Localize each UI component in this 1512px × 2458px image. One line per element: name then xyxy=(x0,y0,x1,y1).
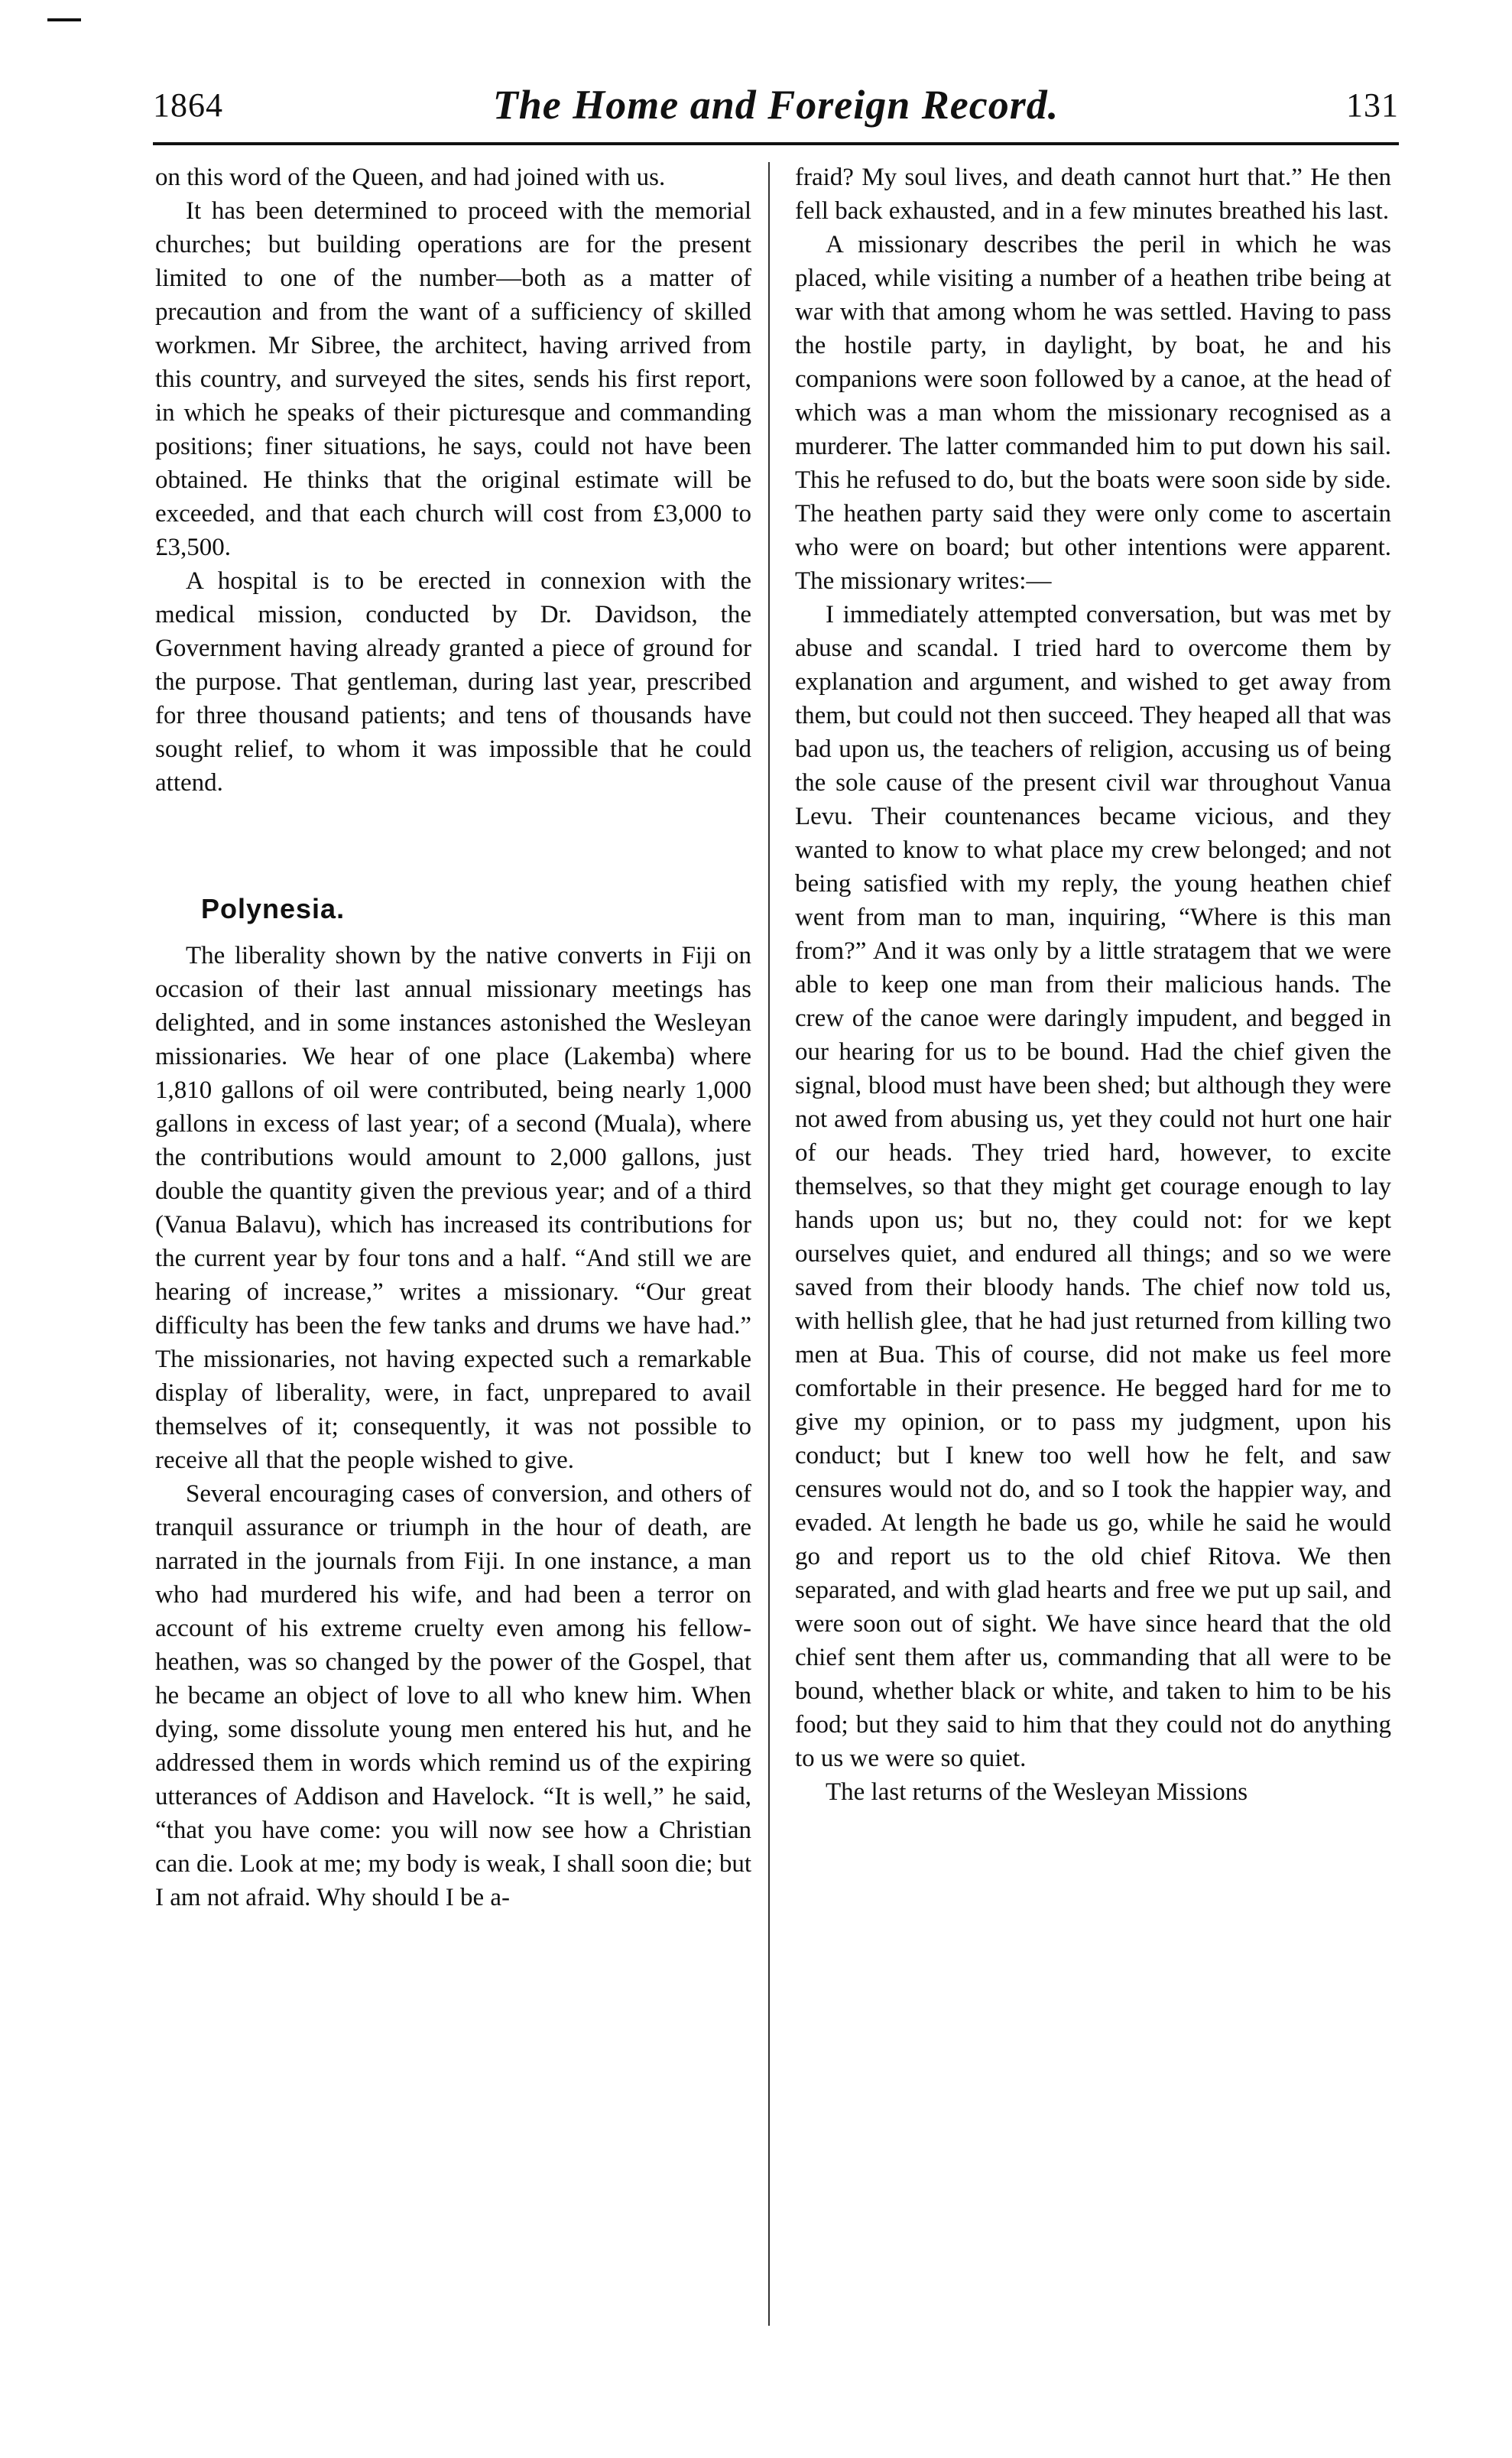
paragraph-continuation-right: fraid? My soul lives, and death cannot hurt that.” He then fell back exhausted, and in a few minutes breathed his last. xyxy=(795,164,1391,225)
corner-mark xyxy=(47,18,81,21)
page-number: 131 xyxy=(1346,86,1399,124)
paragraph-last-returns: The last returns of the Wesleyan Missions xyxy=(826,1778,1248,1806)
paragraph-hospital: A hospital is to be erected in connexion with the medical mission, conducted by Dr. Davidson, the Government having already granted a piece of ground for the purpose. That gentleman, during last year, prescribed for three thousand patients; and tens of thousands have sought relief, to whom it was impossible that he could attend. xyxy=(155,567,751,797)
journal-title: The Home and Foreign Record. xyxy=(492,82,1059,128)
header-rule xyxy=(153,142,1399,145)
page-header xyxy=(153,81,1399,135)
left-column xyxy=(155,161,751,1914)
paragraph-liberality: The liberality shown by the native converts in Fiji on occasion of their last annual missionary meetings has delighted, and in some instances astonished the Wesleyan missionaries. We hear of one place (Lakemba) where 1,810 gallons of oil were contributed, being nearly 1,000 gallons in excess of last year; of a second (Muala), where the contributions would amount to 2,000 gallons, just double the quantity given the previous year; and of a third (Vanua Balavu), which has increased its contributions for the current year by four tons and a half. “And still we are hearing of increase,” writes a missionary. “Our great difficulty has been the few tanks and drums we have had.” The missionaries, not having expected such a remarkable display of liberality, were, in fact, unprepared to avail themselves of it; consequently, it was not possible to receive all that the people wished to give. xyxy=(155,942,751,1474)
right-column xyxy=(795,161,1391,1809)
paragraph-missionary-account: I immediately attempted conversation, but was met by abuse and scandal. I tried hard to overcome them by explanation and argument, and wished to get away from them, but could not then succeed. They heaped all that was bad upon us, the teachers of religion, accusing us of being the sole cause of the present civil war throughout Vanua Levu. Their countenances became vicious, and they wanted to know to what place my crew belonged; and not being satisfied with my reply, the young heathen chief went from man to man, inquiring, “Where is this man from?” And it was only by a little stratagem that we were able to keep one man from their malicious hands. The crew of the canoe were daringly impudent, and begged in our hearing for us to be bound. Had the chief given the signal, blood must have been shed; but although they were not awed from abusing us, yet they could not hurt one hair of our heads. They tried hard, however, to excite themselves, so that they might get courage enough to lay hands upon us; but no, they could not: for we kept ourselves quiet, and endured all things; and so we were saved from their bloody hands. The chief now told us, with hellish glee, that he had just returned from killing two men at Bua. This of course, did not make us feel more comfortable in their presence. He begged hard for me to give my opinion, or to pass my judgment, upon his conduct; but I knew too well how he felt, and saw censures would not do, and so I took the happier way, and evaded. At length he bade us go, while he said he would go and report us to the old chief Ritova. We then separated, and with glad hearts and free we put up sail, and were soon out of sight. We have since heard that the old chief sent them after us, commanding that all were to be bound, whether black or white, and taken to him to be his food; but they said to him that they could not do anything to us we were so quiet. xyxy=(795,601,1391,1772)
paragraph-conversions: Several encouraging cases of conversion, and others of tranquil assurance or triumph in the hour of death, are narrated in the journals from Fiji. In one instance, a man who had murdered his wife, and had been a terror on account of his extreme cruelty even among his fellow-heathen, was so changed by the power of the Gospel, that he became an object of love to all who knew him. When dying, some dissolute young men entered his hut, and he addressed them in words which remind us of the expiring utterances of Addison and Havelock. “It is well,” he said, “that you have come: you will now see how a Christian can die. Look at me; my body is weak, I shall soon die; but I am not afraid. Why should I be a- xyxy=(155,1480,751,1911)
page-year: 1864 xyxy=(153,86,223,124)
column-divider xyxy=(768,162,770,2326)
paragraph-continuation: on this word of the Queen, and had joined with us. xyxy=(155,164,666,191)
section-heading-polynesia: Polynesia. xyxy=(201,893,346,924)
paragraph-memorial-churches: It has been determined to proceed with the memorial churches; but building operations are for the present limited to one of the number—both as a matter of precaution and from the want of a sufficiency of skilled workmen. Mr Sibree, the architect, having arrived from this country, and surveyed the sites, sends his first report, in which he speaks of their picturesque and commanding positions; finer situations, he says, could not have been obtained. He thinks that the original estimate will be exceeded, and that each church will cost from £3,000 to £3,500. xyxy=(155,197,751,561)
paragraph-missionary-peril: A missionary describes the peril in which he was placed, while visiting a number of a heathen tribe being at war with that among whom he was settled. Having to pass the hostile party, in daylight, by boat, he and his companions were soon followed by a canoe, at the head of which was a man whom the missionary recognised as a murderer. The latter commanded him to put down his sail. This he refused to do, but the boats were soon side by side. The heathen party said they were only come to ascertain who were on board; but other intentions were apparent. The missionary writes:— xyxy=(795,231,1391,595)
